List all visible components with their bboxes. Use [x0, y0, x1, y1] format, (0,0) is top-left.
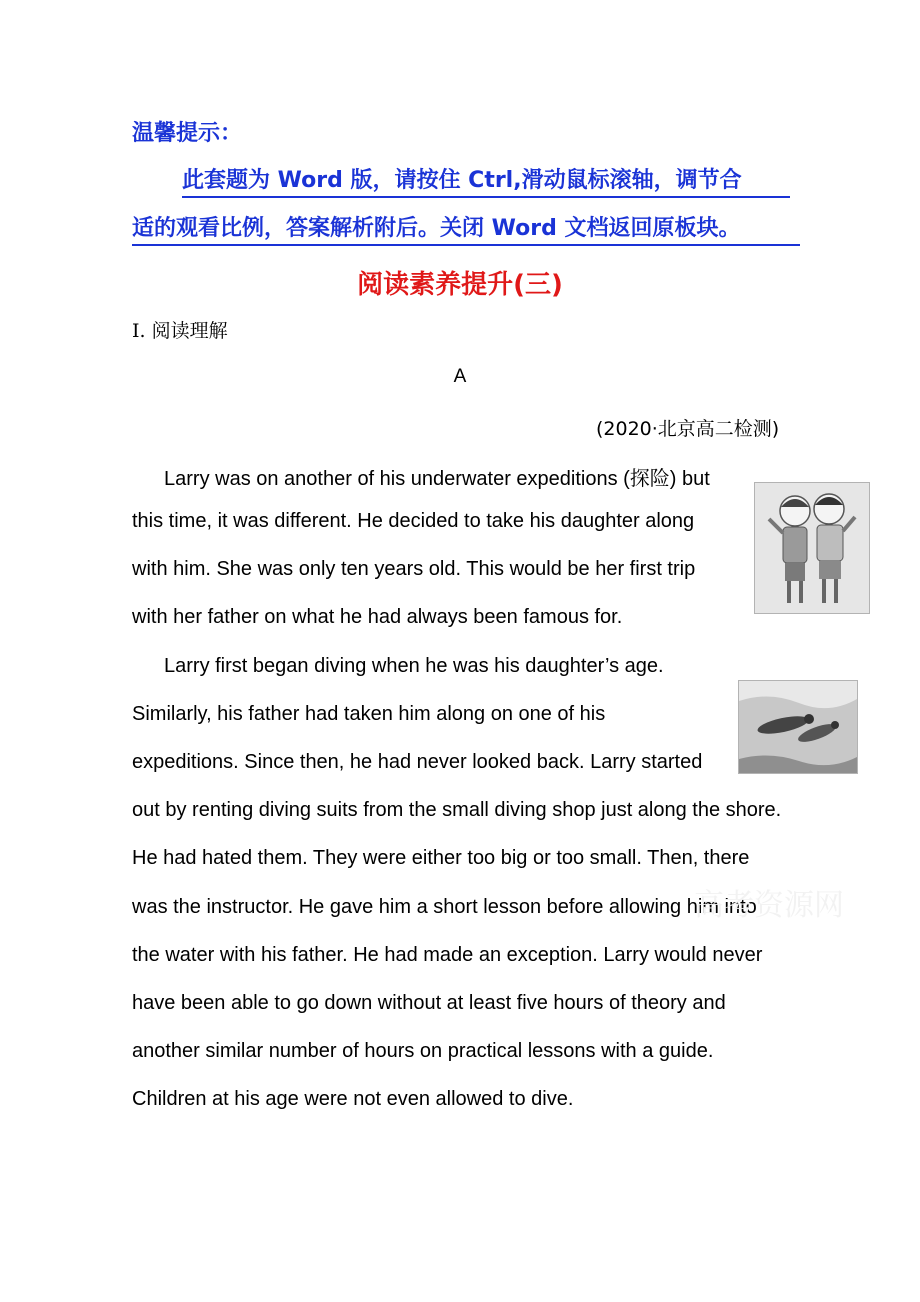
passage-label: A	[453, 366, 467, 387]
divers-photo	[738, 680, 858, 774]
passage-line: have been able to go down without at least five hours of theory and	[132, 992, 726, 1014]
passage-line: Children at his age were not even allowed to dive.	[132, 1088, 574, 1110]
passage-line: the water with his father. He had made an exception. Larry would never	[132, 944, 763, 966]
passage-line: Larry first began diving when he was his daughter’s age.	[164, 655, 664, 677]
divers-icon	[739, 681, 857, 773]
passage-line: another similar number of hours on practical lessons with a guide.	[132, 1040, 714, 1062]
tip-line-1: 此套题为 Word 版，请按住 Ctrl,滑动鼠标滚轴，调节合	[182, 166, 790, 198]
passage-line: out by renting diving suits from the small diving shop just along the shore.	[132, 799, 782, 821]
tip-line-2: 适的观看比例，答案解析附后。关闭 Word 文档返回原板块。	[132, 214, 800, 246]
passage-source: (2020·北京高二检测)	[596, 418, 780, 440]
page-title: 阅读素养提升(三)	[357, 270, 563, 300]
section-heading: Ⅰ. 阅读理解	[132, 320, 228, 342]
passage-line: expeditions. Since then, he had never looked back. Larry started	[132, 751, 703, 773]
passage-line: Larry was on another of his underwater expeditions (探险) but	[164, 468, 710, 490]
passage-line: He had hated them. They were either too big or too small. Then, there	[132, 847, 750, 869]
children-illustration	[754, 482, 870, 614]
children-icon	[755, 483, 869, 613]
passage-line: was the instructor. He gave him a short lesson before allowing him into	[132, 896, 757, 918]
passage-line: with her father on what he had always been famous for.	[132, 606, 623, 628]
tip-heading: 温馨提示：	[132, 121, 243, 146]
passage-line: Similarly, his father had taken him along on one of his	[132, 703, 606, 725]
passage-line: with him. She was only ten years old. This would be her first trip	[132, 558, 696, 580]
passage-line: this time, it was different. He decided to take his daughter along	[132, 510, 695, 532]
watermark: 高考资源网	[694, 888, 844, 923]
